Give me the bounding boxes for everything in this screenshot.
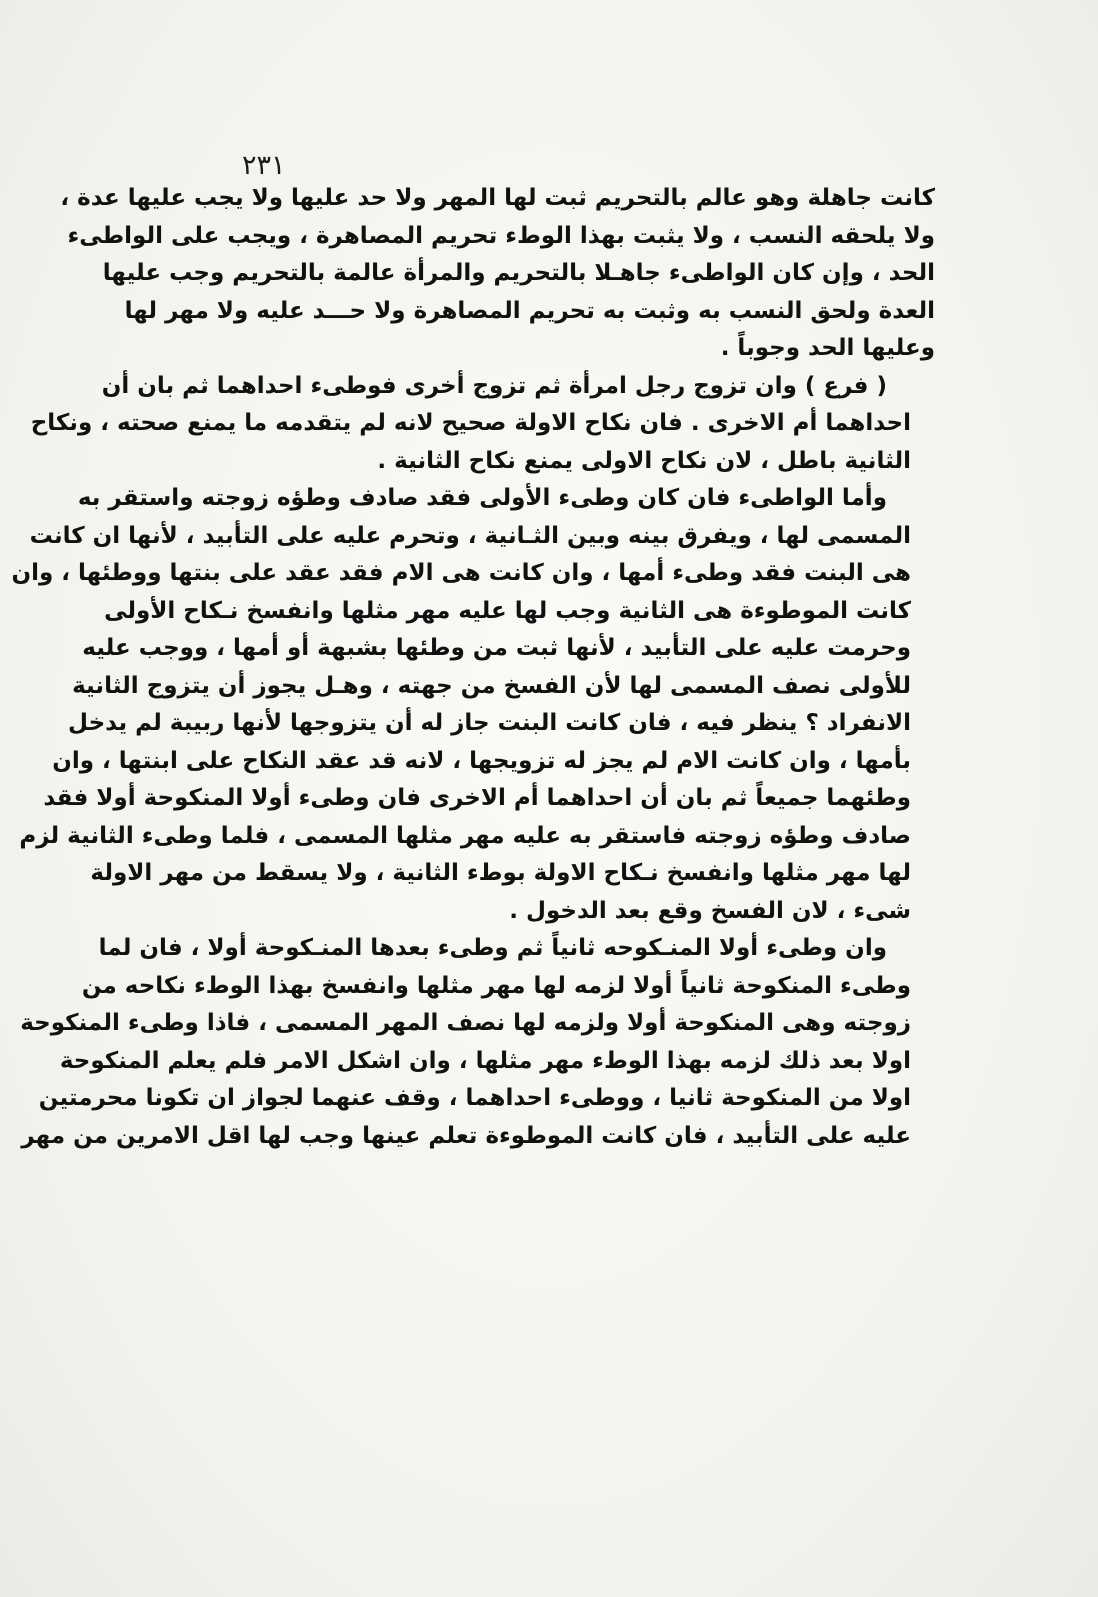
text-line: الثانية باطل ، لان نكاح الاولى يمنع نكاح الثانية .	[377, 447, 911, 474]
paragraph	[30, 368, 935, 481]
text-line: الانفراد ؟ ينظر فيه ، فان كانت البنت جاز له أن يتزوجها لأنها ربيبة لم يدخل	[68, 710, 911, 736]
text-line: العدة ولحق النسب به وثبت به تحريم المصاهرة ولا حـــد عليه ولا مهر لها	[124, 297, 935, 324]
text-line: للأولى نصف المسمى لها لأن الفسخ من جهته ، وهـل يجوز أن يتزوج الثانية	[72, 672, 911, 699]
paragraph	[20, 930, 935, 1155]
paragraph	[11, 480, 935, 930]
text-line: الحد ، وإن كان الواطىء جاهـلا بالتحريم والمرأة عالمة بالتحريم وجب عليها	[102, 260, 935, 286]
text-line: وأما الواطىء فان كان وطىء الأولى فقد صادف وطؤه زوجته واستقر به	[77, 485, 887, 511]
text-line: بأمها ، وان كانت الام لم يجز له تزويجها ، لانه قد عقد النكاح على ابنتها ، وان	[52, 747, 911, 774]
paragraph	[60, 180, 935, 368]
text-line: لها مهر مثلها وانفسخ نـكاح الاولة بوطء الثانية ، ولا يسقط من مهر الاولة	[90, 860, 911, 886]
text-line: وطئهما جميعاً ثم بان أن احداهما أم الاخرى فان وطىء أولا المنكوحة أولا فقد	[43, 785, 911, 811]
text-line: المسمى لها ، ويفرق بينه وبين الثـانية ، وتحرم عليه على التأبيد ، لأنها ان كانت	[29, 522, 911, 549]
text-line: اولا بعد ذلك لزمه بهذا الوطء مهر مثلها ، وان اشكل الامر فلم يعلم المنكوحة	[59, 1047, 911, 1074]
text-line: وحرمت عليه على التأبيد ، لأنها ثبت من وطئها بشبهة أو أمها ، ووجب عليه	[82, 635, 911, 661]
text-line: كانت جاهلة وهو عالم بالتحريم ثبت لها المهر ولا حد عليها ولا يجب عليها عدة ،	[60, 185, 935, 211]
text-line: وان وطىء أولا المنـكوحه ثانياً ثم وطىء بعدها المنـكوحة أولا ، فان لما	[98, 935, 887, 961]
text-line: وعليها الحد وجوباً .	[720, 335, 935, 361]
text-line: كانت الموطوءة هى الثانية وجب لها عليه مهر مثلها وانفسخ نـكاح الأولى	[104, 597, 911, 624]
text-line: ( فرع ) وان تزوج رجل امرأة ثم تزوج أخرى فوطىء احداهما ثم بان أن	[101, 372, 887, 399]
text-line: ولا يلحقه النسب ، ولا يثبت بهذا الوطء تحريم المصاهرة ، ويجب على الواطىء	[67, 222, 935, 249]
text-line: اولا من المنكوحة ثانيا ، ووطىء احداهما ، وقف عنهما لجواز ان تكونا محرمتين	[38, 1085, 911, 1111]
text-line: شىء ، لان الفسخ وقع بعد الدخول .	[509, 897, 911, 924]
page-number: ٢٣١	[242, 150, 286, 181]
text-line: عليه على التأبيد ، فان كانت الموطوءة تعلم عينها وجب لها اقل الامرين من مهر	[21, 1122, 911, 1149]
text-line: احداهما أم الاخرى . فان نكاح الاولة صحيح لانه لم يتقدمه ما يمنع صحته ، ونكاح	[30, 410, 911, 436]
text-line: زوجته وهى المنكوحة أولا ولزمه لها نصف المهر المسمى ، فاذا وطىء المنكوحة	[20, 1010, 911, 1036]
text-line: صادف وطؤه زوجته فاستقر به عليه مهر مثلها المسمى ، فلما وطىء الثانية لزم	[19, 822, 911, 849]
body-text	[11, 180, 935, 1155]
text-line: هى البنت فقد وطىء أمها ، وان كانت هى الام فقد عقد على بنتها ووطئها ، وان	[11, 560, 911, 586]
text-line: وطىء المنكوحة ثانياً أولا لزمه لها مهر مثلها وانفسخ بهذا الوطء نكاحه من	[81, 972, 911, 999]
